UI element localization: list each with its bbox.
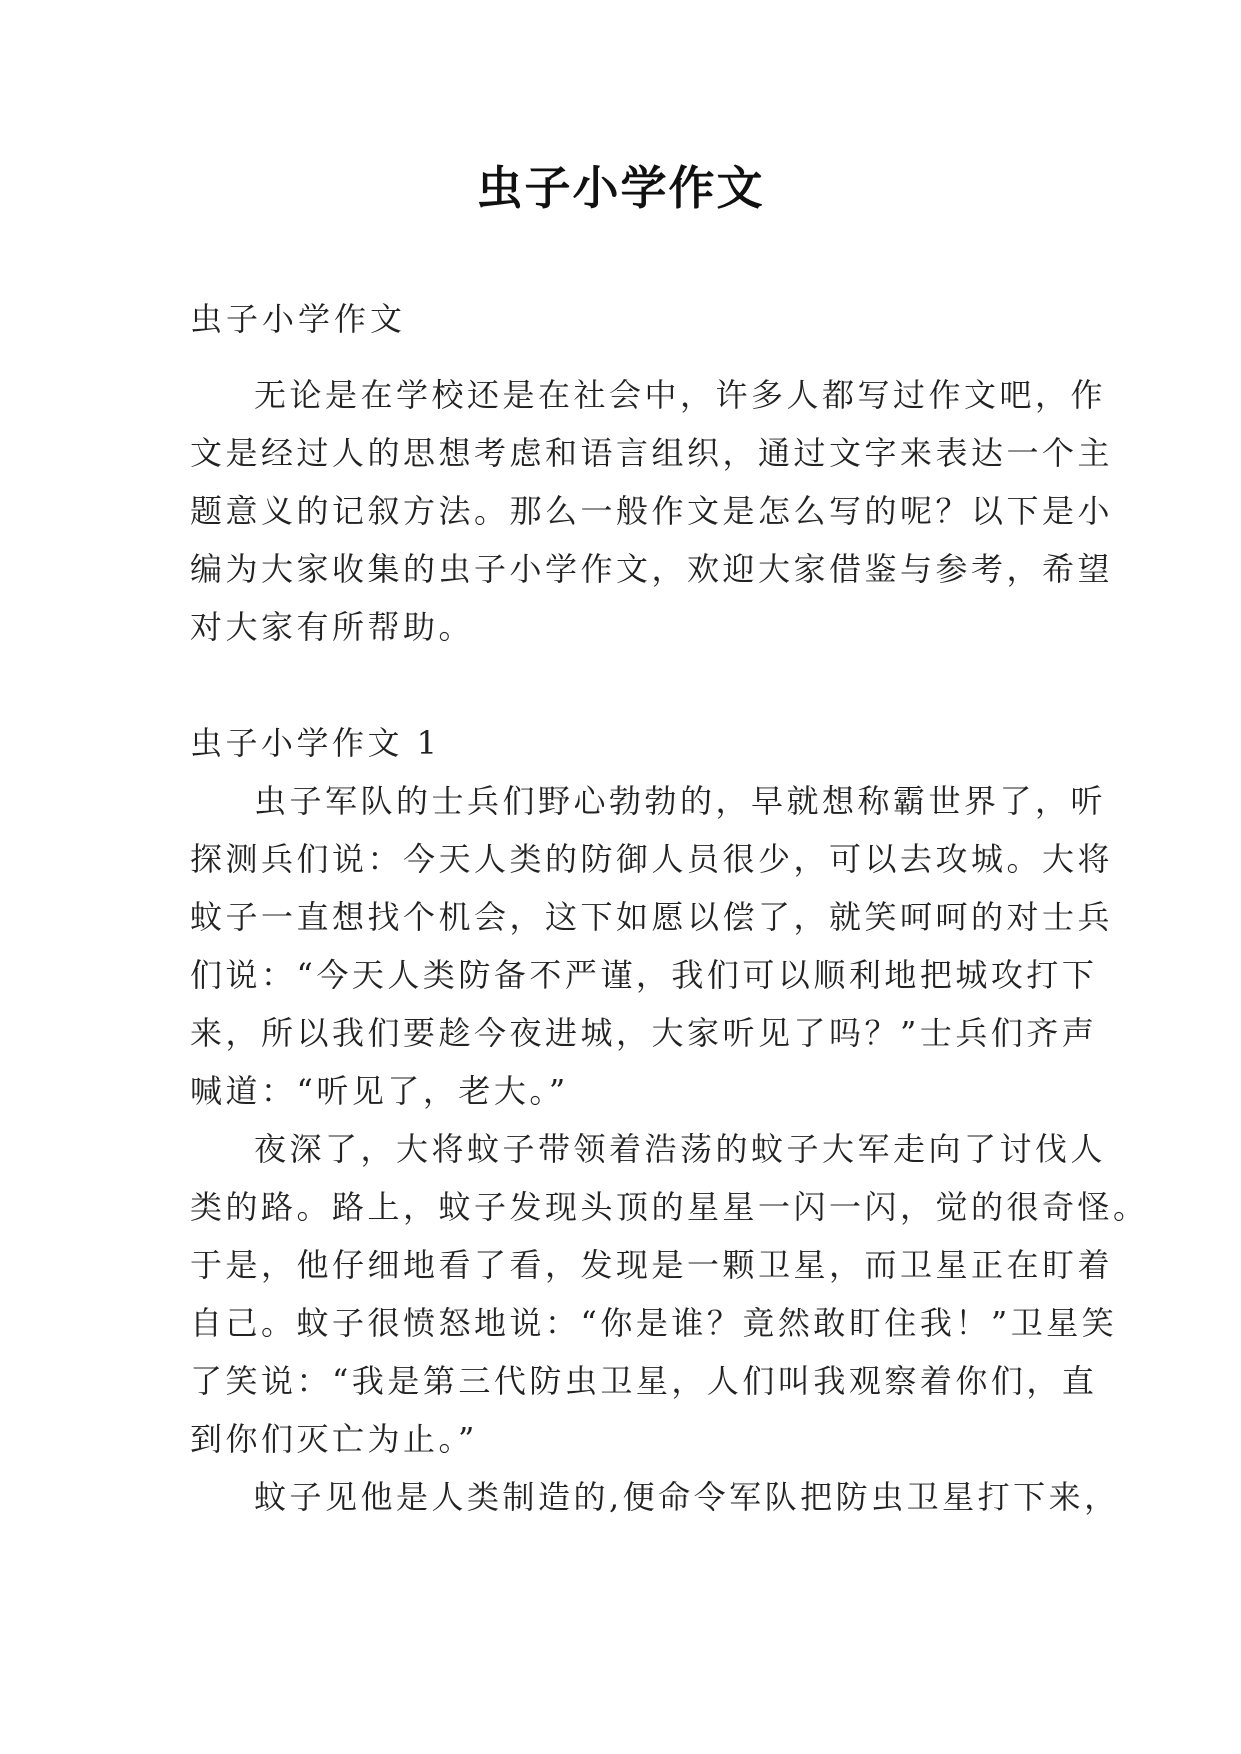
intro-line: 题意义的记叙方法。那么一般作文是怎么写的呢？以下是小 [190,492,1114,530]
intro-line: 对大家有所帮助。 [190,608,475,646]
paragraph-line: 夜深了，大将蚊子带领着浩荡的蚊子大军走向了讨伐人 [254,1130,1107,1168]
paragraph-line: 来，所以我们要趁今夜进城，大家听见了吗？”士兵们齐声 [190,1014,1098,1052]
document-subtitle: 虫子小学作文 [190,300,407,338]
paragraph-line: 蚊子一直想找个机会，这下如愿以偿了，就笑呵呵的对士兵 [190,898,1114,936]
paragraph-line: 虫子军队的士兵们野心勃勃的，早就想称霸世界了，听 [254,782,1107,820]
intro-line: 无论是在学校还是在社会中，许多人都写过作文吧，作 [254,376,1107,414]
paragraph-line: 自己。蚊子很愤怒地说：“你是谁？竟然敢盯住我！”卫星笑 [190,1304,1118,1342]
paragraph-line: 蚊子见他是人类制造的,便命令军队把防虫卫星打下来， [254,1478,1120,1516]
paragraph-line: 喊道：“听见了，老大。” [190,1072,569,1110]
paragraph-line: 了笑说：“我是第三代防虫卫星，人们叫我观察着你们，直 [190,1362,1098,1400]
intro-line: 编为大家收集的虫子小学作文，欢迎大家借鉴与参考，希望 [190,550,1114,588]
section-heading: 虫子小学作文 1 [190,724,441,762]
paragraph-line: 探测兵们说：今天人类的防御人员很少，可以去攻城。大将 [190,840,1114,878]
paragraph-line: 们说：“今天人类防备不严谨，我们可以顺利地把城攻打下 [190,956,1098,994]
paragraph-line: 到你们灭亡为止。” [190,1420,478,1458]
intro-line: 文是经过人的思想考虑和语言组织，通过文字来表达一个主 [190,434,1114,472]
paragraph-line: 于是，他仔细地看了看，发现是一颗卫星，而卫星正在盯着 [190,1246,1114,1284]
document-title: 虫子小学作文 [476,161,765,215]
paragraph-line: 类的路。路上，蚊子发现头顶的星星一闪一闪，觉的很奇怪。 [190,1188,1149,1226]
